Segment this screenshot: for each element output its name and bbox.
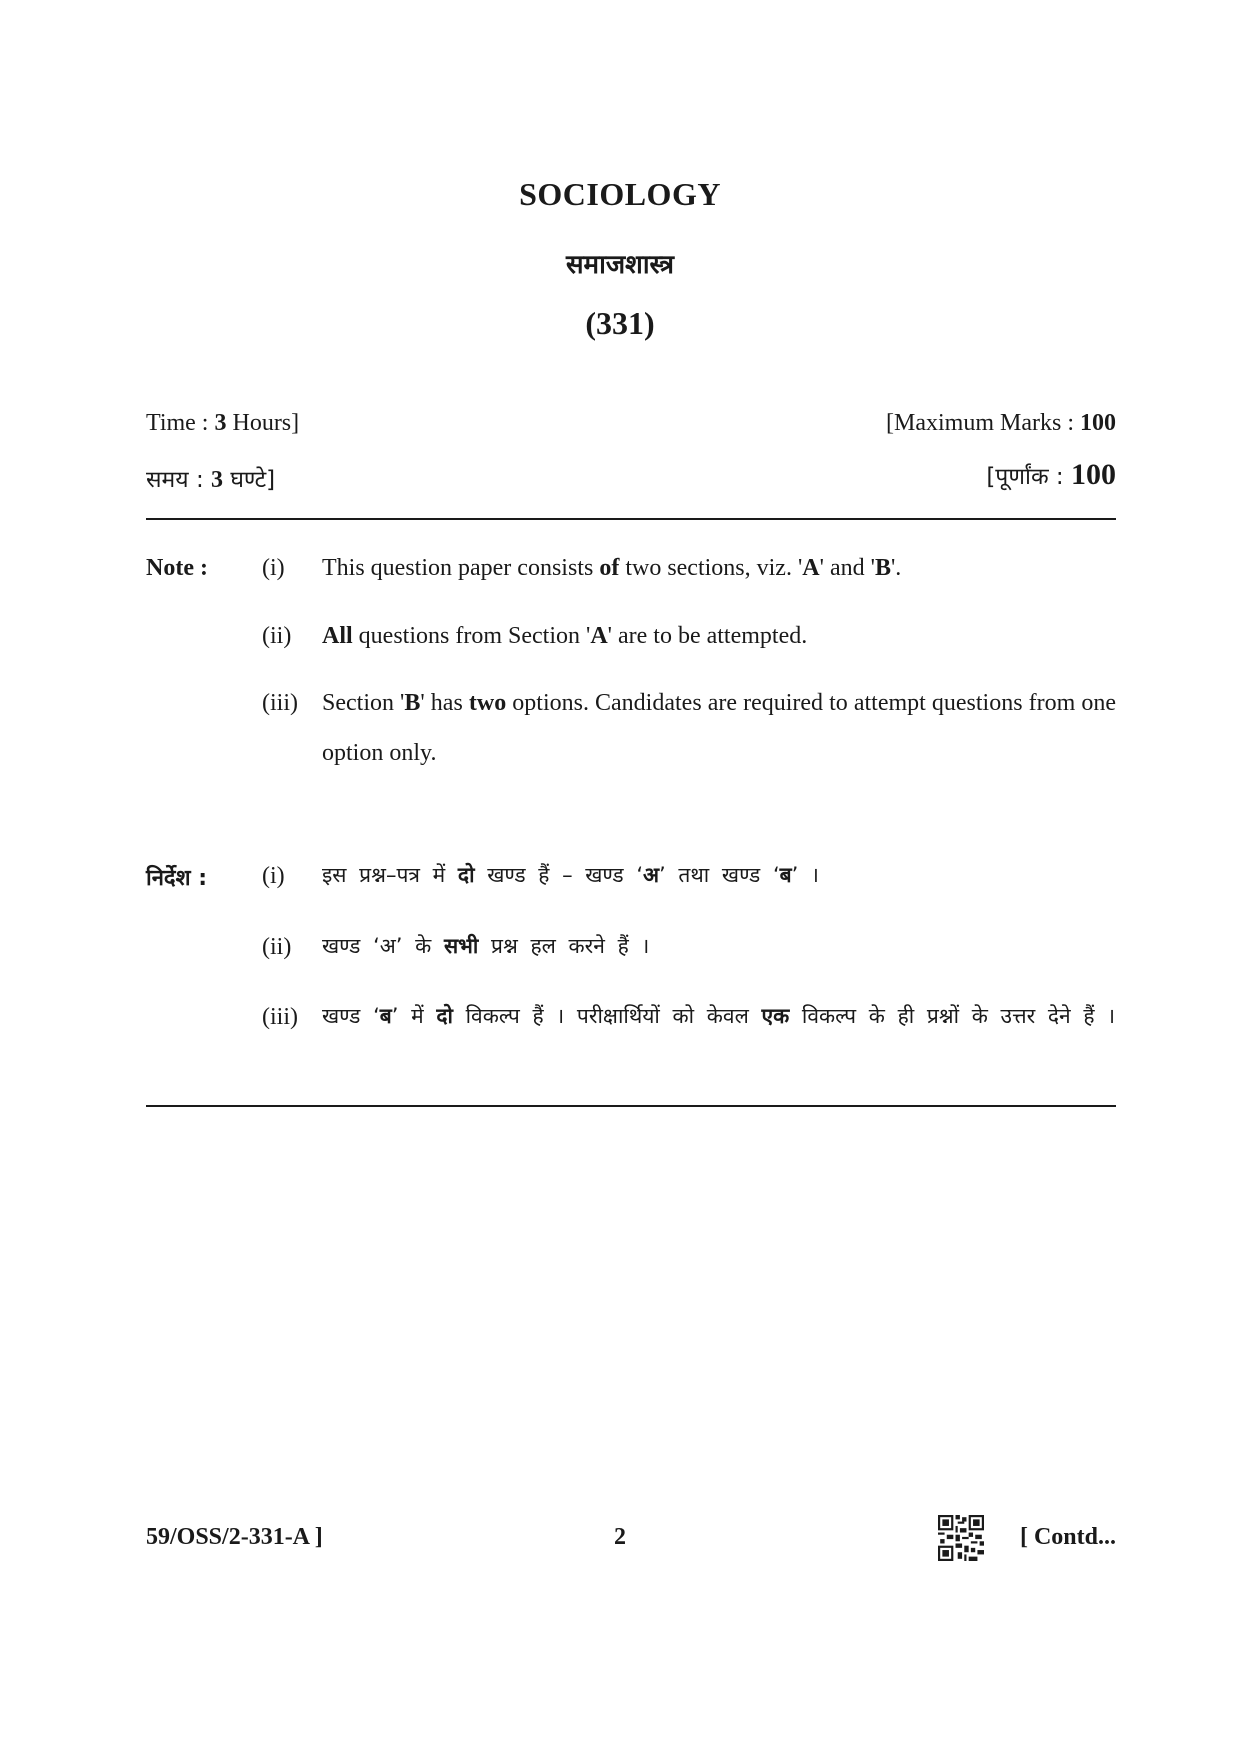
page-subtitle-hindi: समाजशास्त्र <box>565 250 675 280</box>
page-number: 2 <box>614 1524 626 1550</box>
note-label-hindi: निर्देश : <box>146 866 208 891</box>
page-title: SOCIOLOGY <box>519 176 721 212</box>
time-english: Time : 3 Hours] <box>146 410 300 436</box>
note-hi-item-1: इस प्रश्न–पत्र में दो खण्ड हैं – खण्ड ‘अ’ तथा खण्ड ‘ब’ । <box>322 863 819 887</box>
max-marks-english: [Maximum Marks : 100 <box>886 410 1116 436</box>
note-hi-number-1: (i) <box>262 863 285 889</box>
divider-bottom <box>146 1105 1116 1107</box>
note-en-item-2: All questions from Section 'A' are to be attempted. <box>322 623 808 649</box>
note-hi-item-2: खण्ड ‘अ’ के सभी प्रश्न हल करने हैं । <box>322 934 650 958</box>
max-marks-hindi: [पूर्णांक : 100 <box>986 458 1116 491</box>
subject-code: (331) <box>585 305 655 341</box>
time-hindi: समय : 3 घण्टे] <box>146 467 276 493</box>
qr-code-icon <box>938 1515 984 1561</box>
note-en-item-3: Section 'B' has two options. Candidates are required to attempt questions from one option only. <box>322 690 1117 766</box>
continued-label: [ Contd... <box>1019 1524 1116 1550</box>
note-hi-number-2: (ii) <box>262 934 292 960</box>
note-label-english: Note : <box>146 555 208 581</box>
note-en-item-1: This question paper consists of two sections, viz. 'A' and 'B'. <box>322 555 902 581</box>
note-en-number-1: (i) <box>262 555 285 581</box>
note-en-number-2: (ii) <box>262 623 292 649</box>
paper-code: 59/OSS/2-331-A ] <box>146 1524 323 1550</box>
divider-top <box>146 518 1116 520</box>
note-en-number-3: (iii) <box>262 690 298 716</box>
note-hi-item-3: खण्ड ‘ब’ में दो विकल्प हैं । परीक्षार्थियों को केवल एक विकल्प के ही प्रश्नों के उत्तर देने हैं । <box>322 1004 1116 1028</box>
note-hi-number-3: (iii) <box>262 1004 298 1030</box>
